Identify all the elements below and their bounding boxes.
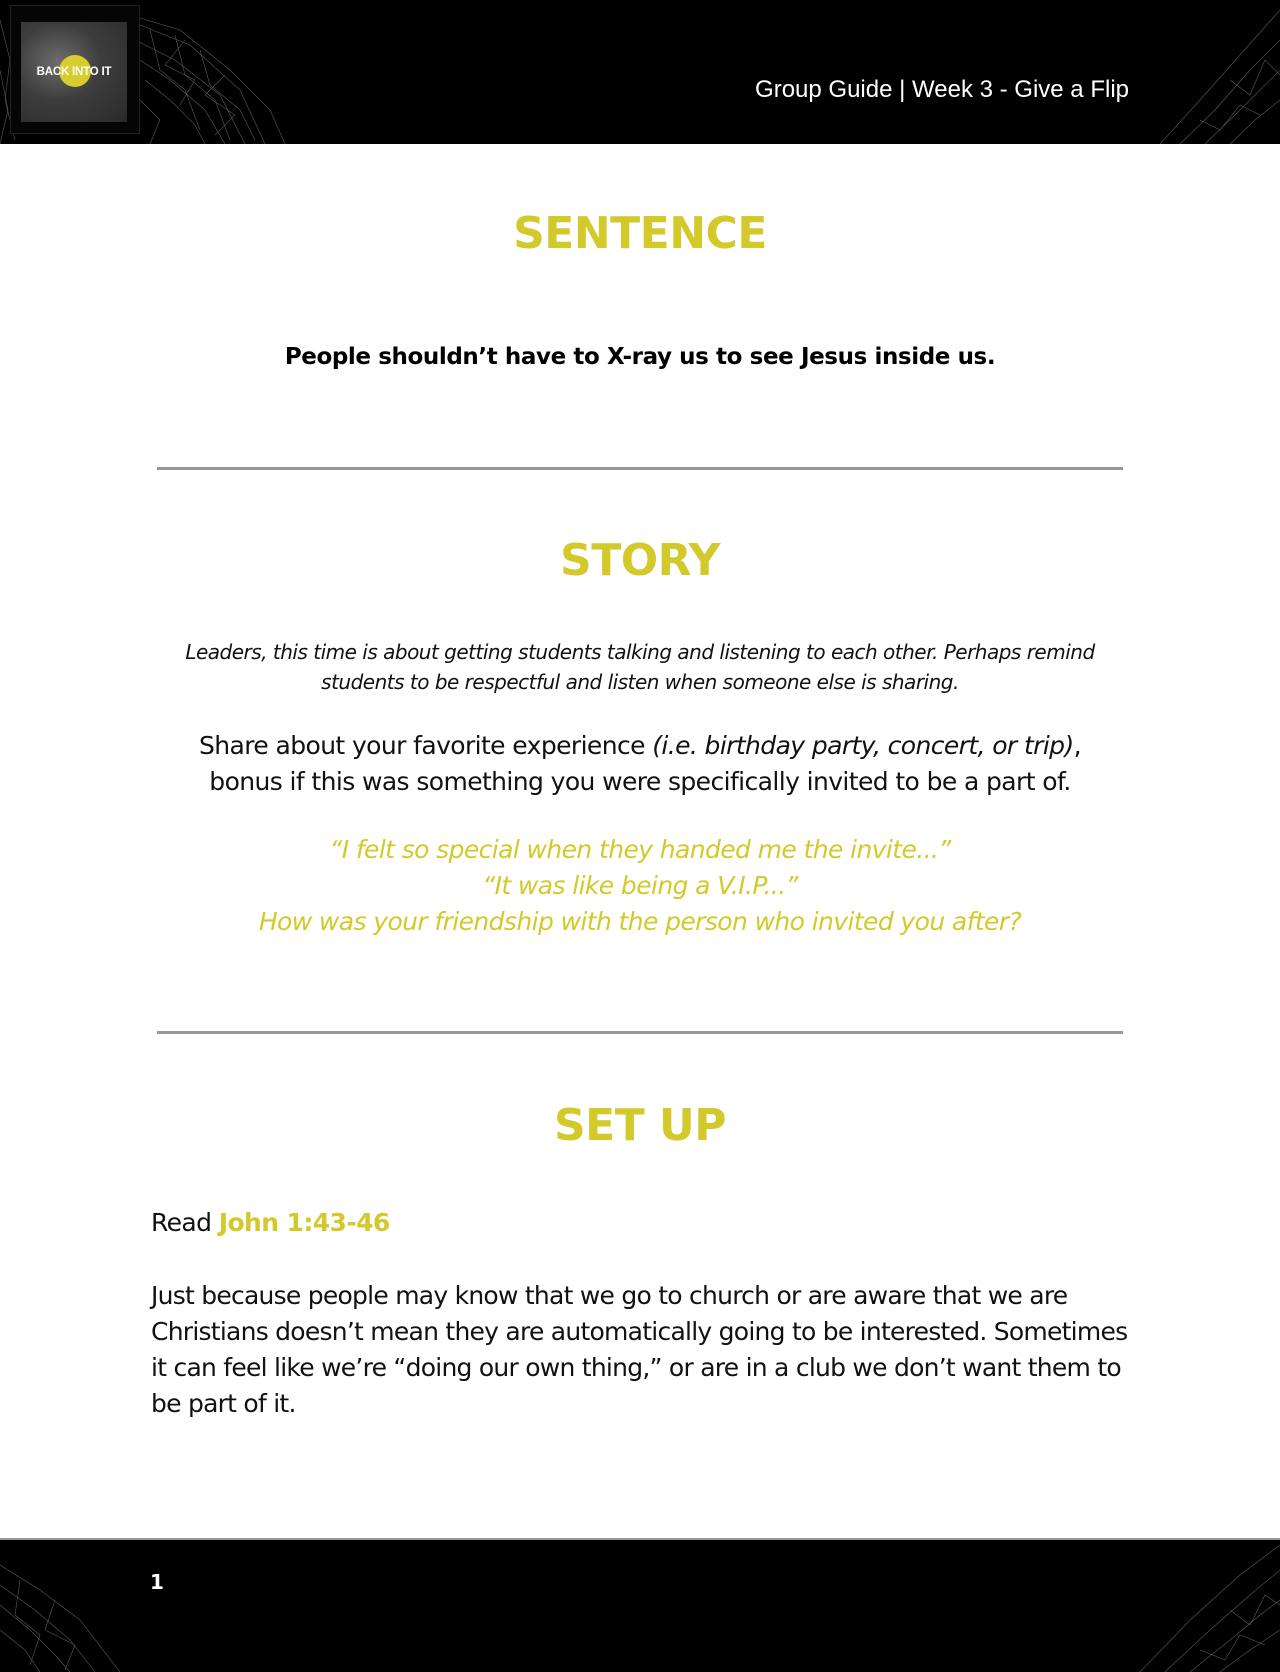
document-title: Group Guide | Week 3 - Give a Flip <box>755 76 1129 103</box>
example-quote: “It was like being a V.I.P...” <box>482 871 798 900</box>
leader-note <box>0 637 1280 697</box>
prompt-examples: (i.e. birthday party, concert, or trip) <box>652 731 1074 760</box>
scripture-reading <box>151 1208 390 1237</box>
section-heading-story: STORY <box>560 535 720 586</box>
page-footer <box>0 1538 1280 1672</box>
scripture-reference: John 1:43-46 <box>218 1208 390 1237</box>
read-label: Read <box>151 1208 219 1237</box>
discussion-prompt <box>0 728 1280 800</box>
section-heading-sentence: SENTENCE <box>513 208 767 259</box>
xray-image <box>21 22 127 122</box>
back-into-it-logo <box>10 5 140 134</box>
wireframe-mesh-decoration <box>0 1540 140 1672</box>
leader-note-line: students to be respectful and listen when someone else is sharing. <box>321 670 959 694</box>
example-quote: “I felt so special when they handed me the invite...” <box>329 835 951 864</box>
prompt-punctuation: , <box>1073 731 1081 760</box>
wireframe-mesh-decoration <box>1130 1540 1280 1672</box>
prompt-text: Share about your favorite experience <box>199 731 653 760</box>
logo-text: BACK INTO IT <box>36 66 112 78</box>
page-header <box>0 0 1280 144</box>
prompt-line <box>0 728 1280 764</box>
setup-paragraph: Just because people may know that we go to church or are aware that we are Christians doesn’t mean they are automatically going to be interested. Sometimes it can feel like we’re “doing our own thing,” or are in a club we don’t want them to be part of it. <box>151 1281 1128 1418</box>
section-heading-setup: SET UP <box>553 1100 727 1151</box>
section-divider <box>157 467 1123 470</box>
prompt-line: bonus if this was something you were specifically invited to be a part of. <box>209 767 1071 796</box>
page-number: 1 <box>150 1570 164 1594</box>
big-idea-sentence: People shouldn’t have to X-ray us to see Jesus inside us. <box>284 344 996 370</box>
follow-up-question: How was your friendship with the person who invited you after? <box>258 907 1022 936</box>
leader-note-line: Leaders, this time is about getting students talking and listening to each other. Perhaps remind <box>185 640 1095 664</box>
example-quotes <box>0 832 1280 940</box>
section-divider <box>157 1031 1123 1034</box>
wireframe-mesh-decoration <box>1140 0 1280 144</box>
